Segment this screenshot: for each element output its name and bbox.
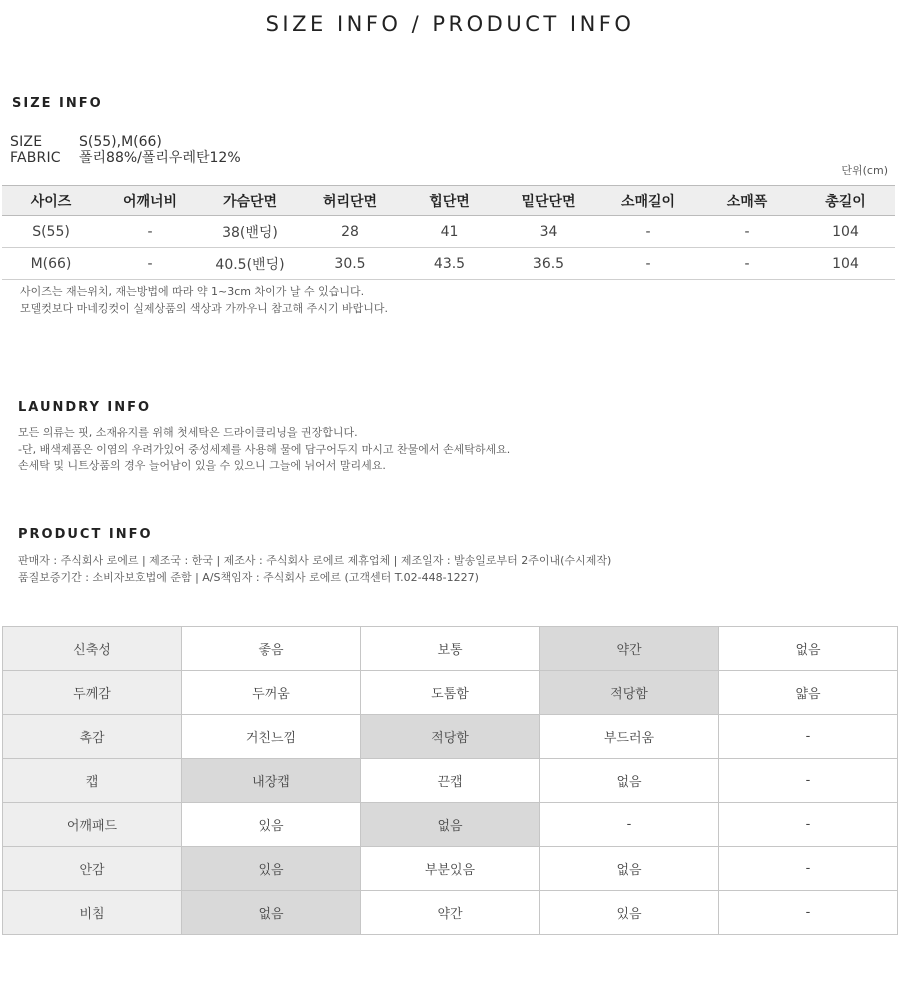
- attribute-label: 어깨패드: [3, 803, 182, 847]
- attribute-row: [3, 715, 898, 759]
- size-note: 사이즈는 재는위치, 재는방법에 따라 약 1~3cm 차이가 날 수 있습니다.: [20, 285, 365, 298]
- laundry-info-heading: LAUNDRY INFO: [18, 400, 152, 415]
- attribute-option-selected: 적당함: [361, 715, 540, 759]
- spec-fabric-row: [10, 150, 241, 166]
- attribute-option: 있음: [182, 803, 361, 847]
- attribute-row: [3, 627, 898, 671]
- attribute-row: [3, 759, 898, 803]
- table-cell: -: [598, 248, 698, 280]
- table-cell: 36.5: [499, 248, 598, 280]
- unit-note: 단위(cm): [841, 164, 888, 177]
- attribute-option: 없음: [540, 847, 719, 891]
- laundry-line: -단, 배색제품은 이염의 우려가있어 중성세제를 사용해 물에 담구어두지 마시고 찬물에서 손세탁하세요.: [18, 442, 511, 456]
- product-line: 판매자 : 주식회사 로에르 | 제조국 : 한국 | 제조사 : 주식회사 로에르 제휴업체 | 제조일자 : 발송일로부터 2주이내(수시제작): [18, 554, 612, 567]
- table-cell: S(55): [2, 216, 100, 248]
- size-table-header: 소매길이: [598, 186, 698, 216]
- laundry-line: 손세탁 및 니트상품의 경우 늘어남이 있을 수 있으니 그늘에 뉘어서 말리세요.: [18, 459, 386, 472]
- spec-size-row: [10, 134, 241, 150]
- table-cell: -: [100, 248, 200, 280]
- table-cell: 30.5: [300, 248, 400, 280]
- attribute-option: 부드러움: [540, 715, 719, 759]
- attribute-option: 거친느낌: [182, 715, 361, 759]
- attribute-option: -: [719, 715, 898, 759]
- table-cell: -: [698, 216, 796, 248]
- attribute-option-selected: 없음: [361, 803, 540, 847]
- size-table-header: 소매폭: [698, 186, 796, 216]
- attribute-row: [3, 891, 898, 935]
- size-table-header: 사이즈: [2, 186, 100, 216]
- attribute-option-selected: 적당함: [540, 671, 719, 715]
- table-cell: 28: [300, 216, 400, 248]
- attribute-label: 촉감: [3, 715, 182, 759]
- attribute-row: [3, 847, 898, 891]
- size-table-header-row: [2, 186, 895, 216]
- attribute-label: 신축성: [3, 627, 182, 671]
- attribute-option-selected: 없음: [182, 891, 361, 935]
- attribute-option-selected: 약간: [540, 627, 719, 671]
- table-cell: -: [100, 216, 200, 248]
- table-cell: 38(밴딩): [200, 216, 300, 248]
- spec-fabric-value: 폴리88%/폴리우레탄12%: [79, 150, 241, 166]
- size-table-header: 밑단단면: [499, 186, 598, 216]
- table-cell: 104: [796, 248, 895, 280]
- attribute-option-selected: 내장캡: [182, 759, 361, 803]
- attribute-row: [3, 803, 898, 847]
- attribute-option: 약간: [361, 891, 540, 935]
- attribute-label: 비침: [3, 891, 182, 935]
- attribute-option: 얇음: [719, 671, 898, 715]
- laundry-notes: [18, 425, 510, 475]
- attribute-option: -: [719, 759, 898, 803]
- table-cell: M(66): [2, 248, 100, 280]
- attribute-option: -: [719, 891, 898, 935]
- size-table-header: 총길이: [796, 186, 895, 216]
- attribute-option: -: [719, 847, 898, 891]
- size-table-header: 가슴단면: [200, 186, 300, 216]
- attribute-option: -: [540, 803, 719, 847]
- product-line: 품질보증기간 : 소비자보호법에 준함 | A/S책임자 : 주식회사 로에르 (고객센터 T.02-448-1227): [18, 570, 479, 584]
- attribute-option: 두꺼움: [182, 671, 361, 715]
- size-info-heading: SIZE INFO: [12, 96, 103, 111]
- spec-block: [10, 134, 241, 166]
- size-table-header: 허리단면: [300, 186, 400, 216]
- attribute-row: [3, 671, 898, 715]
- table-row: [2, 248, 895, 280]
- table-cell: 40.5(밴딩): [200, 248, 300, 280]
- table-cell: 41: [400, 216, 499, 248]
- spec-size-value: S(55),M(66): [79, 134, 162, 150]
- attribute-option: 있음: [540, 891, 719, 935]
- attribute-table: [2, 626, 898, 935]
- attribute-label: 캡: [3, 759, 182, 803]
- page-title: SIZE INFO / PRODUCT INFO: [265, 12, 635, 36]
- attribute-option: -: [719, 803, 898, 847]
- attribute-option: 도톰함: [361, 671, 540, 715]
- table-cell: -: [598, 216, 698, 248]
- laundry-line: 모든 의류는 핏, 소재유지를 위해 첫세탁은 드라이클리닝을 권장합니다.: [18, 426, 358, 439]
- size-table: [2, 185, 895, 280]
- table-cell: 104: [796, 216, 895, 248]
- attribute-label: 두께감: [3, 671, 182, 715]
- attribute-option: 없음: [540, 759, 719, 803]
- attribute-option: 없음: [719, 627, 898, 671]
- table-cell: 34: [499, 216, 598, 248]
- size-note: 모델컷보다 마네킹컷이 실제상품의 색상과 가까우니 참고해 주시기 바랍니다.: [20, 301, 389, 315]
- attribute-option: 끈캡: [361, 759, 540, 803]
- spec-fabric-key: FABRIC: [10, 150, 61, 166]
- product-notes: [18, 553, 611, 586]
- table-cell: -: [698, 248, 796, 280]
- attribute-option: 보통: [361, 627, 540, 671]
- size-notes: [20, 284, 388, 317]
- size-table-header: 힙단면: [400, 186, 499, 216]
- attribute-option: 부분있음: [361, 847, 540, 891]
- attribute-option: 좋음: [182, 627, 361, 671]
- spec-size-key: SIZE: [10, 134, 43, 150]
- table-row: [2, 216, 895, 248]
- table-cell: 43.5: [400, 248, 499, 280]
- product-info-heading: PRODUCT INFO: [18, 527, 153, 542]
- attribute-option-selected: 있음: [182, 847, 361, 891]
- attribute-label: 안감: [3, 847, 182, 891]
- size-table-header: 어깨너비: [100, 186, 200, 216]
